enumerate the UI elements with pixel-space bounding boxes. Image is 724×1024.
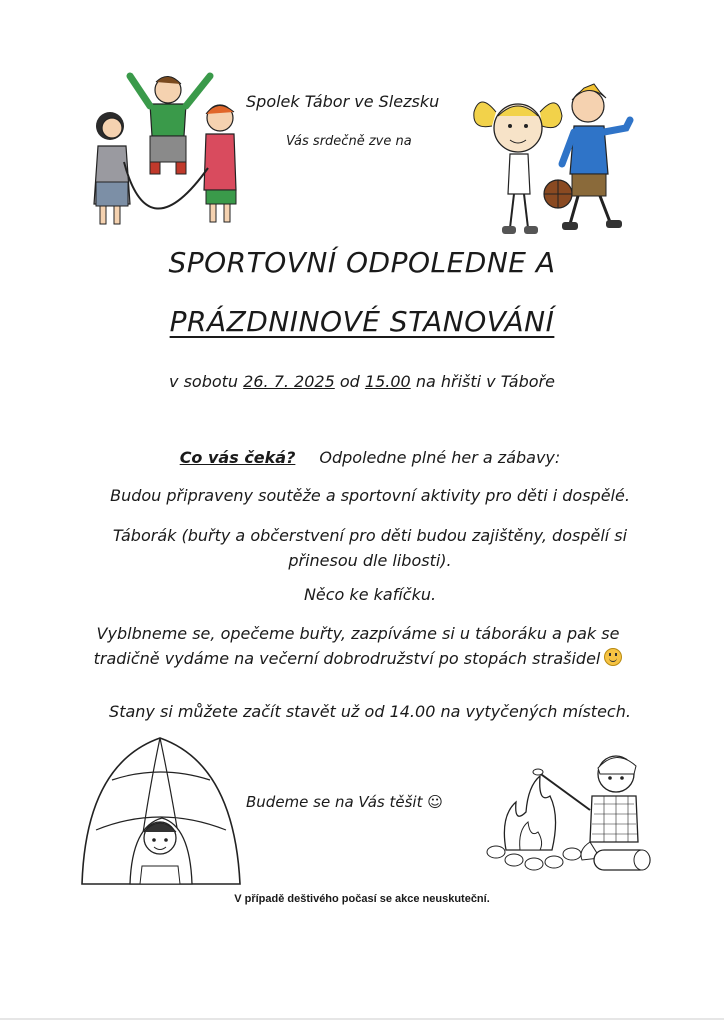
event-place: na hřišti v Táboře bbox=[415, 372, 555, 391]
child-in-tent-illustration bbox=[76, 734, 246, 892]
organization-name: Spolek Tábor ve Slezsku bbox=[246, 92, 440, 111]
program-item-3: Něco ke kafíčku. bbox=[303, 585, 437, 604]
program-item-4-text: Vyblbneme se, opečeme buřty, zazpíváme si u táboráku a pak se tradičně vydáme na večerní dobrodružství po stopách strašidel bbox=[93, 624, 620, 668]
invitation-text: Vás srdečně zve na bbox=[286, 134, 412, 149]
children-basketball-illustration bbox=[470, 82, 642, 238]
page-bottom-edge bbox=[0, 1018, 724, 1020]
date-mid: od bbox=[339, 372, 360, 391]
program-item-4 bbox=[78, 621, 638, 671]
program-item-1: Budou připraveny soutěže a sportovní aktivity pro děti i dospělé. bbox=[110, 486, 630, 505]
event-date-line bbox=[0, 372, 724, 391]
program-item-2: Táborák (buřty a občerstvení pro děti budou zajištěny, dospělí si přinesou dle libosti). bbox=[112, 526, 628, 570]
title-line-2 bbox=[0, 305, 724, 338]
program-item-5: Stany si můžete začít stavět už od 14.00 na vytyčených místech. bbox=[109, 702, 631, 721]
smiley-icon bbox=[604, 648, 622, 666]
program-heading: Co vás čeká? bbox=[179, 448, 296, 467]
rain-note: V případě deštivého počasí se akce neuskuteční. bbox=[234, 893, 490, 905]
title-line-2-text: PRÁZDNINOVÉ STANOVÁNÍ bbox=[169, 305, 555, 338]
title-line-1: SPORTOVNÍ ODPOLEDNE A bbox=[168, 246, 556, 279]
event-date: 26. 7. 2025 bbox=[243, 372, 335, 391]
program-intro-line bbox=[60, 445, 680, 470]
event-time: 15.00 bbox=[364, 372, 411, 391]
program-intro: Odpoledne plné her a zábavy: bbox=[319, 448, 561, 467]
closing-text: Budeme se na Vás těšit ☺ bbox=[246, 793, 443, 811]
date-prefix: v sobotu bbox=[169, 372, 239, 391]
child-at-campfire-illustration bbox=[482, 746, 654, 882]
children-jump-rope-illustration bbox=[88, 62, 242, 230]
